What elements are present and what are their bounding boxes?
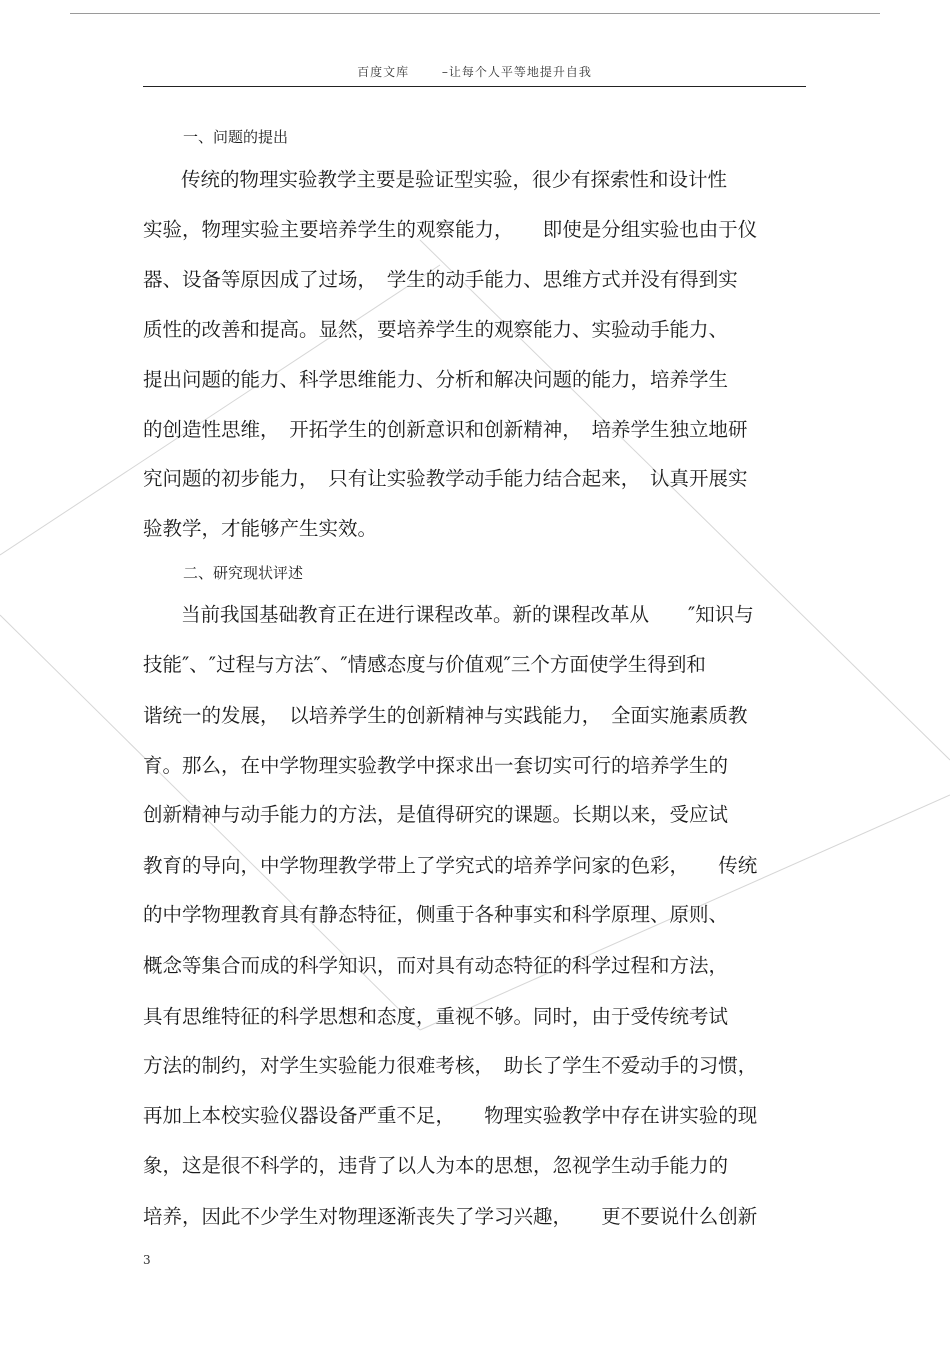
paragraph-line: 教育的导向，中学物理教学带上了学究式的培养学问家的色彩， 传统 [143, 854, 758, 877]
paragraph-line: 象，这是很不科学的，违背了以人为本的思想，忽视学生动手能力的 [143, 1154, 729, 1177]
paragraph-line: 实验，物理实验主要培养学生的观察能力， 即使是分组实验也由于仪 [143, 218, 758, 241]
top-rule [70, 13, 880, 14]
paragraph-line: 提出问题的能力、科学思维能力、分析和解决问题的能力，培养学生 [143, 368, 729, 391]
paragraph-line: 育。那么，在中学物理实验教学中探求出一套切实可行的培养学生的 [143, 754, 729, 777]
header-slogan: –让每个人平等地提升自我 [441, 65, 592, 79]
page-header [143, 63, 806, 80]
header-rule [143, 86, 806, 87]
paragraph-line: 质性的改善和提高。显然，要培养学生的观察能力、实验动手能力、 [143, 318, 729, 341]
paragraph-line: 究问题的初步能力， 只有让实验教学动手能力结合起来， 认真开展实 [143, 467, 748, 490]
paragraph-line: 培养，因此不少学生对物理逐渐丧失了学习兴趣， 更不要说什么创新 [143, 1205, 758, 1228]
paragraph-line: 谐统一的发展， 以培养学生的创新精神与实践能力， 全面实施素质教 [143, 704, 748, 727]
paragraph-line: 验教学，才能够产生实效。 [143, 517, 378, 540]
page-number: 3 [143, 1253, 151, 1267]
paragraph-line: 再加上本校实验仪器设备严重不足， 物理实验教学中存在讲实验的现 [143, 1104, 758, 1127]
paragraph-line: 器、设备等原因成了过场， 学生的动手能力、思维方式并没有得到实 [143, 268, 738, 291]
paragraph-line: 的创造性思维， 开拓学生的创新意识和创新精神， 培养学生独立地研 [143, 418, 748, 441]
paragraph-line: 当前我国基础教育正在进行课程改革。新的课程改革从 ″知识与 [181, 603, 754, 626]
section-heading-2: 二、研究现状评述 [183, 564, 304, 582]
paragraph-line: 创新精神与动手能力的方法，是值得研究的课题。长期以来，受应试 [143, 803, 729, 826]
paragraph-line: 技能″、″过程与方法″、″情感态度与价值观″三个方面使学生得到和 [143, 653, 706, 676]
header-site: 百度文库 [357, 65, 410, 79]
paragraph-line: 传统的物理实验教学主要是验证型实验，很少有探索性和设计性 [181, 168, 728, 191]
paragraph-line: 的中学物理教育具有静态特征，侧重于各种事实和科学原理、原则、 [143, 903, 729, 926]
paragraph-line: 方法的制约，对学生实验能力很难考核， 助长了学生不爱动手的习惯， [143, 1054, 758, 1077]
section-heading-1: 一、问题的提出 [183, 128, 289, 146]
paragraph-line: 具有思维特征的科学思想和态度，重视不够。同时，由于受传统考试 [143, 1005, 729, 1028]
paragraph-line: 概念等集合而成的科学知识，而对具有动态特征的科学过程和方法， [143, 954, 729, 977]
